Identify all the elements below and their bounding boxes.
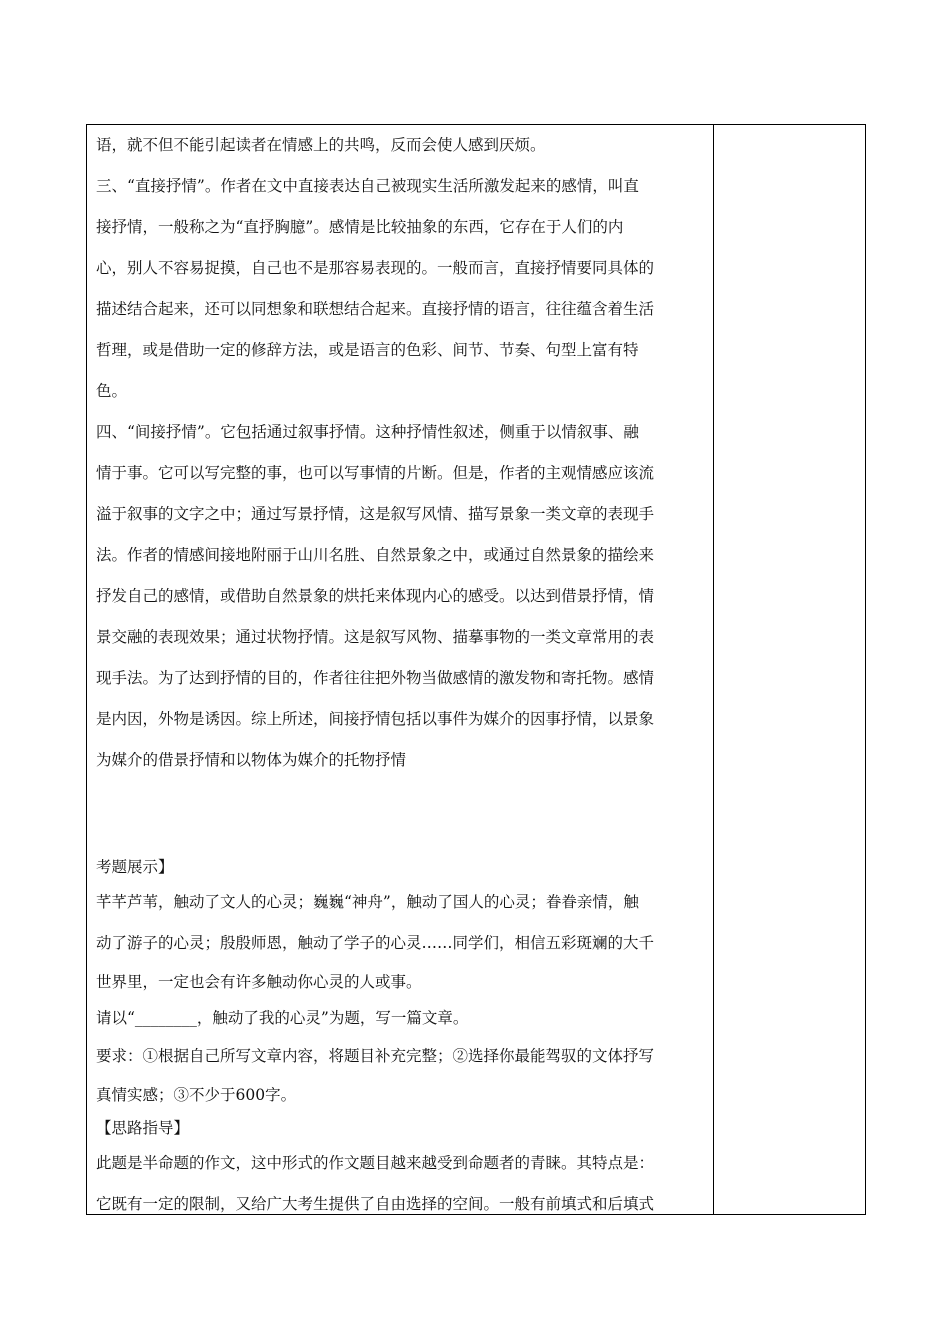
- text-line: 抒发自己的感情，或借助自然景象的烘托来体现内心的感受。以达到借景抒情，情: [96, 587, 655, 605]
- text-line: 溢于叙事的文字之中；通过写景抒情，这是叙写风情、描写景象一类文章的表现手: [96, 505, 655, 523]
- text-line: 它既有一定的限制，又给广大考生提供了自由选择的空间。一般有前填式和后填式: [96, 1195, 655, 1213]
- exam-heading: 考题展示】: [96, 858, 174, 876]
- text-line: 芊芊芦苇，触动了文人的心灵；巍巍“神舟”，触动了国人的心灵；眷眷亲情，触: [96, 893, 639, 911]
- text-line: 此题是半命题的作文，这中形式的作文题目越来越受到命题者的青睐。其特点是：: [96, 1154, 655, 1172]
- requirement-line: 要求：①根据自己所写文章内容，将题目补充完整；②选择你最能驾驭的文体抒写: [96, 1047, 655, 1065]
- text-line: 动了游子的心灵；殷殷师恩，触动了学子的心灵……同学们，相信五彩斑斓的大千: [96, 934, 655, 952]
- column-divider: [713, 125, 714, 1214]
- text-line: 描述结合起来，还可以同想象和联想结合起来。直接抒情的语言，往往蕴含着生活: [96, 300, 655, 318]
- text-line: 法。作者的情感间接地附丽于山川名胜、自然景象之中，或通过自然景象的描绘来: [96, 546, 655, 564]
- text-line: 四、“间接抒情”。它包括通过叙事抒情。这种抒情性叙述，侧重于以情叙事、融: [96, 423, 639, 441]
- main-text-column: [96, 125, 706, 1225]
- text-line: 现手法。为了达到抒情的目的，作者往往把外物当做感情的激发物和寄托物。感情: [96, 669, 655, 687]
- text-line: 是内因，外物是诱因。综上所述，间接抒情包括以事件为媒介的因事抒情，以景象: [96, 710, 655, 728]
- text-line: 语，就不但不能引起读者在情感上的共鸣，反而会使人感到厌烦。: [96, 136, 546, 154]
- text-line: 哲理，或是借助一定的修辞方法，或是语言的色彩、间节、节奏、句型上富有特: [96, 341, 639, 359]
- requirement-line: 真情实感；③不少于600字。: [96, 1086, 297, 1104]
- text-line: 接抒情，一般称之为“直抒胸臆”。感情是比较抽象的东西，它存在于人们的内: [96, 218, 624, 236]
- text-line: 情于事。它可以写完整的事，也可以写事情的片断。但是，作者的主观情感应该流: [96, 464, 655, 482]
- document-table: [86, 124, 866, 1215]
- guide-heading: 【思路指导】: [96, 1119, 190, 1137]
- text-line: 心，别人不容易捉摸，自己也不是那容易表现的。一般而言，直接抒情要同具体的: [96, 259, 655, 277]
- text-line: 三、“直接抒情”。作者在文中直接表达自己被现实生活所激发起来的感情，叫直: [96, 177, 639, 195]
- text-line: 世界里，一定也会有许多触动你心灵的人或事。: [96, 973, 422, 991]
- text-line: 景交融的表现效果；通过状物抒情。这是叙写风物、描摹事物的一类文章常用的表: [96, 628, 655, 646]
- blank-space: [96, 781, 706, 852]
- text-line: 为媒介的借景抒情和以物体为媒介的托物抒情: [96, 751, 407, 769]
- prompt-line: 请以“________，触动了我的心灵”为题，写一篇文章。: [96, 1009, 469, 1027]
- text-line: 色。: [96, 382, 128, 400]
